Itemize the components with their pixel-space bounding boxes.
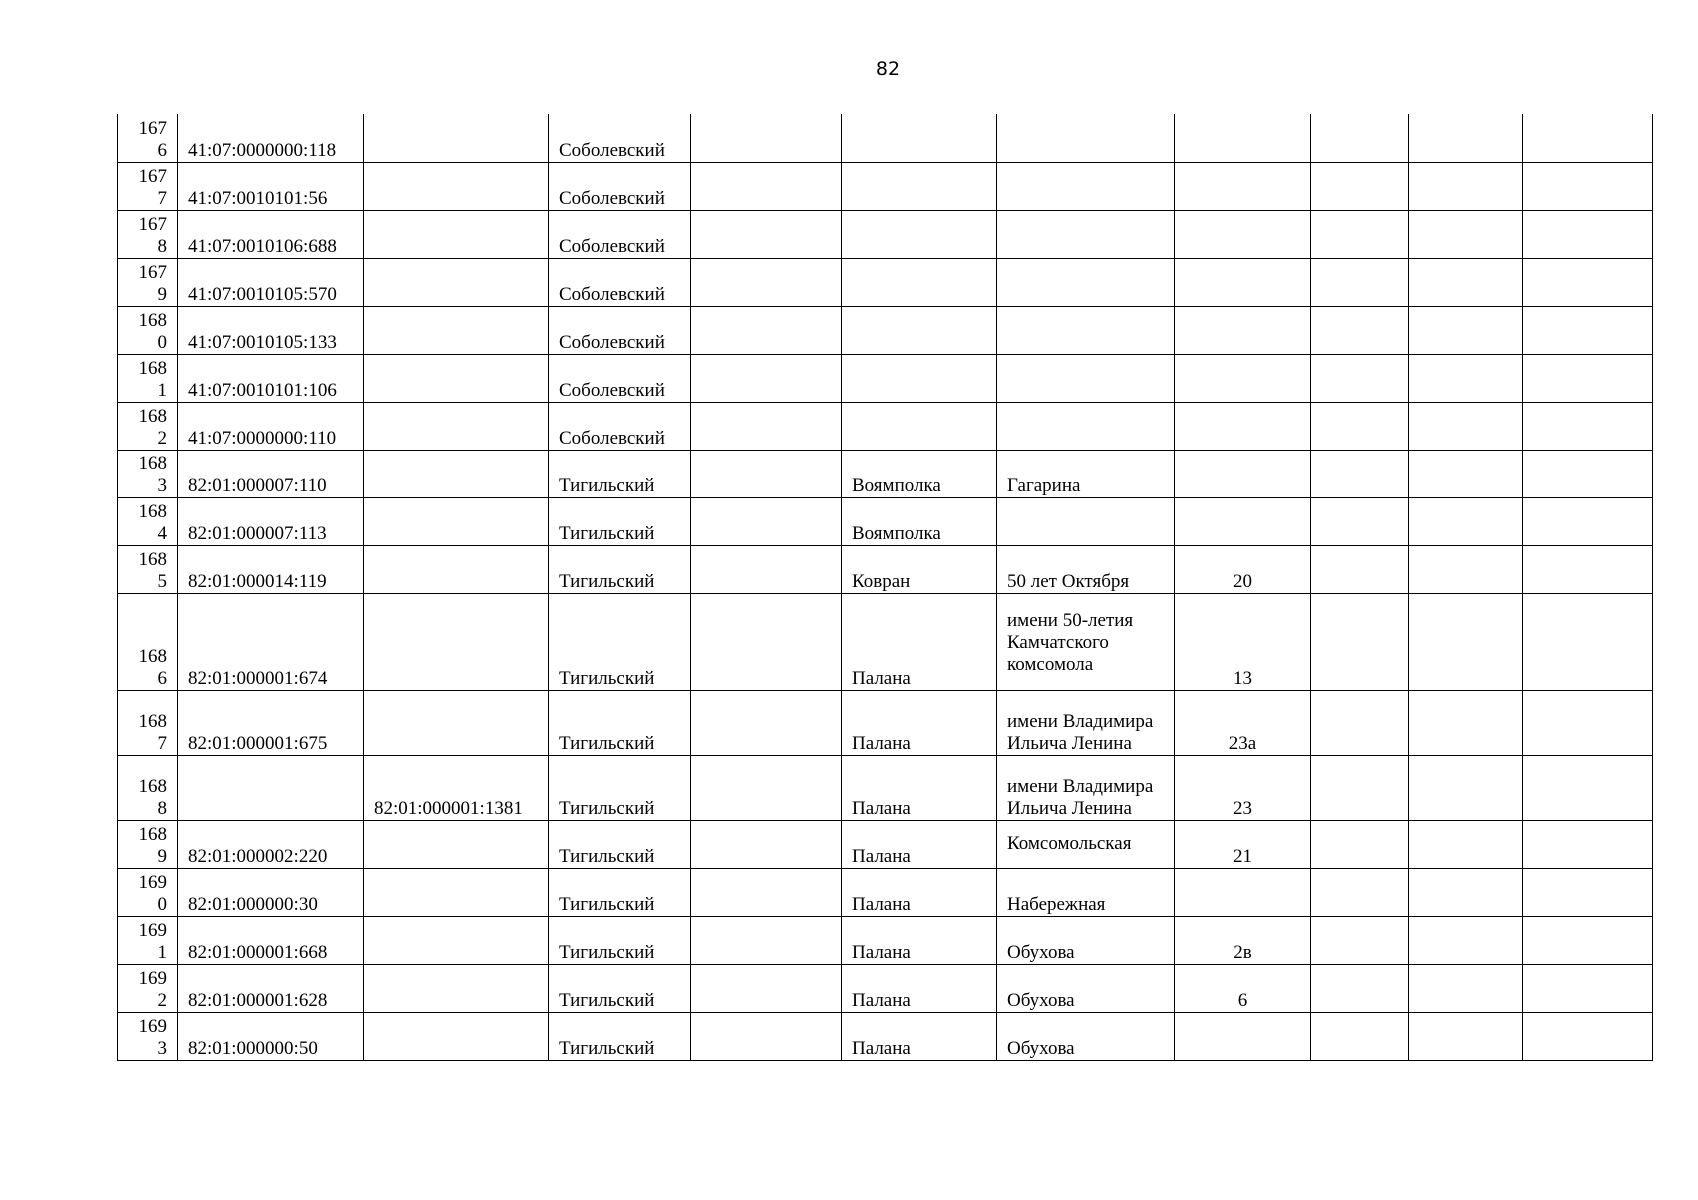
district-cell: Тигильский	[549, 755, 691, 820]
empty-cell	[691, 162, 842, 210]
district-cell: Соболевский	[549, 114, 691, 162]
building-cadastral-number-cell	[364, 210, 549, 258]
empty-cell	[1311, 162, 1409, 210]
row-number-part: 167	[138, 261, 167, 283]
street-cell	[997, 868, 1175, 916]
district-cell: Соболевский	[549, 354, 691, 402]
locality-cell: Палана	[842, 593, 997, 690]
empty-cell	[1523, 690, 1653, 755]
empty-cell	[1523, 1012, 1653, 1060]
row-number-part: 168	[138, 710, 167, 732]
street-cell	[997, 114, 1175, 162]
empty-cell	[1311, 690, 1409, 755]
empty-cell	[1409, 545, 1523, 593]
table-row	[118, 354, 1653, 402]
cadastral-number-cell: 82:01:000007:113	[178, 497, 364, 545]
cadastral-number-cell: 82:01:000007:110	[178, 450, 364, 497]
house-number-cell	[1175, 162, 1311, 210]
empty-cell	[1523, 306, 1653, 354]
empty-cell	[1409, 916, 1523, 964]
street-line: Ильича Ленина	[1007, 732, 1132, 754]
street-line: имени Владимира	[1007, 775, 1154, 797]
street-cell	[997, 755, 1175, 820]
house-number-cell: 6	[1175, 964, 1311, 1012]
street-line: имени Владимира	[1007, 710, 1154, 732]
building-cadastral-number-cell	[364, 1012, 549, 1060]
house-number-cell: 23а	[1175, 690, 1311, 755]
row-number-part: 1	[157, 379, 167, 401]
table-row	[118, 402, 1653, 450]
district-cell: Тигильский	[549, 593, 691, 690]
row-number-part: 169	[138, 1015, 167, 1037]
row-number-part: 7	[157, 187, 167, 209]
empty-cell	[691, 354, 842, 402]
street-line: Ильича Ленина	[1007, 797, 1132, 819]
row-number-part: 2	[157, 427, 167, 449]
house-number-cell: 13	[1175, 593, 1311, 690]
street-line: Обухова	[1007, 989, 1075, 1011]
row-number-cell	[118, 690, 178, 755]
empty-cell	[1523, 354, 1653, 402]
row-number-cell	[118, 820, 178, 868]
row-number-part: 8	[157, 797, 167, 819]
building-cadastral-number-cell	[364, 450, 549, 497]
house-number-cell: 2в	[1175, 916, 1311, 964]
building-cadastral-number-cell	[364, 306, 549, 354]
empty-cell	[1523, 593, 1653, 690]
cadastral-number-cell: 41:07:0000000:118	[178, 114, 364, 162]
locality-cell	[842, 162, 997, 210]
row-number-cell	[118, 258, 178, 306]
street-cell	[997, 497, 1175, 545]
street-cell	[997, 162, 1175, 210]
street-line: Комсомольская	[1007, 833, 1132, 854]
table-row	[118, 820, 1653, 868]
building-cadastral-number-cell	[364, 820, 549, 868]
table-row	[118, 868, 1653, 916]
registry-body	[118, 114, 1653, 1060]
row-number-part: 3	[157, 1037, 167, 1059]
empty-cell	[1409, 593, 1523, 690]
empty-cell	[1409, 1012, 1523, 1060]
empty-cell	[691, 964, 842, 1012]
street-line: Обухова	[1007, 1037, 1075, 1059]
building-cadastral-number-cell: 82:01:000001:1381	[364, 755, 549, 820]
row-number-cell	[118, 593, 178, 690]
street-cell	[997, 690, 1175, 755]
empty-cell	[1311, 593, 1409, 690]
empty-cell	[1311, 258, 1409, 306]
empty-cell	[1311, 497, 1409, 545]
empty-cell	[691, 497, 842, 545]
street-line: комсомола	[1007, 653, 1094, 675]
row-number-cell	[118, 1012, 178, 1060]
row-number-part: 168	[138, 452, 167, 474]
cadastral-number-cell: 82:01:000001:628	[178, 964, 364, 1012]
locality-cell	[842, 402, 997, 450]
row-number-part: 0	[157, 331, 167, 353]
cadastral-number-cell: 41:07:0010101:56	[178, 162, 364, 210]
street-line: имени 50-летия	[1007, 609, 1134, 631]
building-cadastral-number-cell	[364, 402, 549, 450]
street-cell	[997, 916, 1175, 964]
empty-cell	[691, 210, 842, 258]
row-number-part: 168	[138, 500, 167, 522]
cadastral-number-cell: 82:01:000002:220	[178, 820, 364, 868]
empty-cell	[1409, 114, 1523, 162]
row-number-part: 167	[138, 213, 167, 235]
row-number-cell	[118, 306, 178, 354]
building-cadastral-number-cell	[364, 162, 549, 210]
locality-cell: Палана	[842, 868, 997, 916]
row-number-part: 168	[138, 823, 167, 845]
locality-cell: Палана	[842, 820, 997, 868]
empty-cell	[691, 690, 842, 755]
empty-cell	[1311, 306, 1409, 354]
row-number-cell	[118, 162, 178, 210]
table-row	[118, 545, 1653, 593]
district-cell: Тигильский	[549, 1012, 691, 1060]
locality-cell	[842, 258, 997, 306]
empty-cell	[1409, 402, 1523, 450]
house-number-cell: 20	[1175, 545, 1311, 593]
table-row	[118, 964, 1653, 1012]
empty-cell	[691, 593, 842, 690]
row-number-part: 167	[138, 117, 167, 139]
building-cadastral-number-cell	[364, 593, 549, 690]
house-number-cell	[1175, 258, 1311, 306]
empty-cell	[1523, 450, 1653, 497]
row-number-part: 5	[157, 570, 167, 592]
district-cell: Тигильский	[549, 497, 691, 545]
row-number-part: 6	[157, 667, 167, 689]
street-cell	[997, 258, 1175, 306]
empty-cell	[1311, 820, 1409, 868]
house-number-cell	[1175, 450, 1311, 497]
row-number-part: 7	[157, 732, 167, 754]
street-line: Камчатского	[1007, 631, 1109, 653]
empty-cell	[691, 258, 842, 306]
table-row	[118, 497, 1653, 545]
cadastral-number-cell: 82:01:000001:674	[178, 593, 364, 690]
empty-cell	[1409, 690, 1523, 755]
row-number-part: 168	[138, 405, 167, 427]
cadastral-number-cell: 82:01:000014:119	[178, 545, 364, 593]
district-cell: Соболевский	[549, 210, 691, 258]
row-number-part: 168	[138, 645, 167, 667]
empty-cell	[691, 820, 842, 868]
row-number-cell	[118, 868, 178, 916]
locality-cell	[842, 114, 997, 162]
locality-cell	[842, 354, 997, 402]
locality-cell: Палана	[842, 755, 997, 820]
table-row	[118, 450, 1653, 497]
district-cell: Соболевский	[549, 306, 691, 354]
cadastral-number-cell: 41:07:0010105:570	[178, 258, 364, 306]
row-number-part: 167	[138, 165, 167, 187]
empty-cell	[1409, 162, 1523, 210]
empty-cell	[1523, 545, 1653, 593]
empty-cell	[1311, 755, 1409, 820]
empty-cell	[1409, 306, 1523, 354]
table-row	[118, 1012, 1653, 1060]
street-cell	[997, 593, 1175, 690]
row-number-part: 168	[138, 357, 167, 379]
empty-cell	[1409, 964, 1523, 1012]
row-number-cell	[118, 210, 178, 258]
district-cell: Тигильский	[549, 450, 691, 497]
table-row	[118, 916, 1653, 964]
empty-cell	[691, 755, 842, 820]
row-number-part: 168	[138, 548, 167, 570]
street-cell	[997, 402, 1175, 450]
district-cell: Соболевский	[549, 162, 691, 210]
house-number-cell	[1175, 210, 1311, 258]
empty-cell	[1523, 820, 1653, 868]
table-row	[118, 690, 1653, 755]
locality-cell: Ковран	[842, 545, 997, 593]
locality-cell	[842, 210, 997, 258]
locality-cell: Палана	[842, 690, 997, 755]
empty-cell	[1409, 210, 1523, 258]
empty-cell	[1523, 258, 1653, 306]
empty-cell	[691, 114, 842, 162]
empty-cell	[1523, 755, 1653, 820]
locality-cell	[842, 306, 997, 354]
row-number-cell	[118, 402, 178, 450]
building-cadastral-number-cell	[364, 354, 549, 402]
row-number-part: 9	[157, 283, 167, 305]
house-number-cell	[1175, 868, 1311, 916]
street-cell	[997, 210, 1175, 258]
table-row	[118, 593, 1653, 690]
district-cell: Соболевский	[549, 258, 691, 306]
empty-cell	[1311, 545, 1409, 593]
street-cell	[997, 450, 1175, 497]
row-number-cell	[118, 545, 178, 593]
table-row	[118, 114, 1653, 162]
street-cell	[997, 354, 1175, 402]
row-number-part: 168	[138, 775, 167, 797]
empty-cell	[1523, 916, 1653, 964]
cadastral-number-cell: 41:07:0010105:133	[178, 306, 364, 354]
row-number-part: 1	[157, 941, 167, 963]
table-row	[118, 210, 1653, 258]
building-cadastral-number-cell	[364, 868, 549, 916]
cadastral-number-cell: 41:07:0010106:688	[178, 210, 364, 258]
empty-cell	[1523, 497, 1653, 545]
street-line: Гагарина	[1007, 474, 1081, 496]
row-number-cell	[118, 916, 178, 964]
empty-cell	[1523, 210, 1653, 258]
empty-cell	[1409, 497, 1523, 545]
empty-cell	[1523, 402, 1653, 450]
table-row	[118, 162, 1653, 210]
empty-cell	[1523, 868, 1653, 916]
building-cadastral-number-cell	[364, 964, 549, 1012]
empty-cell	[691, 1012, 842, 1060]
empty-cell	[691, 868, 842, 916]
building-cadastral-number-cell	[364, 690, 549, 755]
row-number-part: 8	[157, 235, 167, 257]
building-cadastral-number-cell	[364, 916, 549, 964]
empty-cell	[1409, 755, 1523, 820]
row-number-cell	[118, 450, 178, 497]
empty-cell	[691, 402, 842, 450]
empty-cell	[1311, 1012, 1409, 1060]
empty-cell	[691, 306, 842, 354]
house-number-cell	[1175, 1012, 1311, 1060]
house-number-cell: 23	[1175, 755, 1311, 820]
page-number: 82	[875, 58, 901, 80]
empty-cell	[1409, 868, 1523, 916]
locality-cell: Палана	[842, 964, 997, 1012]
row-number-cell	[118, 114, 178, 162]
empty-cell	[1311, 916, 1409, 964]
row-number-part: 168	[138, 309, 167, 331]
row-number-part: 3	[157, 474, 167, 496]
building-cadastral-number-cell	[364, 258, 549, 306]
house-number-cell: 21	[1175, 820, 1311, 868]
locality-cell: Палана	[842, 1012, 997, 1060]
district-cell: Тигильский	[549, 545, 691, 593]
row-number-part: 9	[157, 845, 167, 867]
house-number-cell	[1175, 497, 1311, 545]
street-cell	[997, 964, 1175, 1012]
empty-cell	[1311, 964, 1409, 1012]
street-line: Набережная	[1007, 893, 1106, 915]
empty-cell	[1311, 114, 1409, 162]
building-cadastral-number-cell	[364, 497, 549, 545]
cadastral-number-cell: 41:07:0010101:106	[178, 354, 364, 402]
empty-cell	[691, 545, 842, 593]
empty-cell	[1523, 114, 1653, 162]
empty-cell	[1311, 354, 1409, 402]
street-cell	[997, 306, 1175, 354]
empty-cell	[1409, 258, 1523, 306]
house-number-cell	[1175, 354, 1311, 402]
empty-cell	[1311, 210, 1409, 258]
empty-cell	[1409, 820, 1523, 868]
cadastral-number-cell: 41:07:0000000:110	[178, 402, 364, 450]
building-cadastral-number-cell	[364, 545, 549, 593]
row-number-part: 6	[157, 139, 167, 161]
locality-cell: Воямполка	[842, 450, 997, 497]
house-number-cell	[1175, 306, 1311, 354]
street-line: 50 лет Октября	[1007, 570, 1130, 592]
empty-cell	[1409, 450, 1523, 497]
row-number-part: 4	[157, 522, 167, 544]
row-number-part: 0	[157, 893, 167, 915]
table-row	[118, 755, 1653, 820]
row-number-part: 2	[157, 989, 167, 1011]
row-number-cell	[118, 964, 178, 1012]
registry-table	[117, 114, 1653, 1061]
empty-cell	[1523, 964, 1653, 1012]
cadastral-number-cell	[178, 755, 364, 820]
row-number-cell	[118, 497, 178, 545]
district-cell: Тигильский	[549, 690, 691, 755]
cadastral-number-cell: 82:01:000000:50	[178, 1012, 364, 1060]
locality-cell: Воямполка	[842, 497, 997, 545]
table-row	[118, 306, 1653, 354]
empty-cell	[1523, 162, 1653, 210]
district-cell: Тигильский	[549, 868, 691, 916]
row-number-part: 169	[138, 871, 167, 893]
street-cell	[997, 545, 1175, 593]
row-number-part: 169	[138, 919, 167, 941]
district-cell: Тигильский	[549, 820, 691, 868]
cadastral-number-cell: 82:01:000000:30	[178, 868, 364, 916]
row-number-part: 169	[138, 967, 167, 989]
locality-cell: Палана	[842, 916, 997, 964]
building-cadastral-number-cell	[364, 114, 549, 162]
table-row	[118, 258, 1653, 306]
empty-cell	[691, 450, 842, 497]
street-cell	[997, 820, 1175, 868]
row-number-cell	[118, 755, 178, 820]
district-cell: Тигильский	[549, 964, 691, 1012]
district-cell: Тигильский	[549, 916, 691, 964]
cadastral-number-cell: 82:01:000001:675	[178, 690, 364, 755]
empty-cell	[1311, 868, 1409, 916]
empty-cell	[1311, 450, 1409, 497]
empty-cell	[1311, 402, 1409, 450]
empty-cell	[1409, 354, 1523, 402]
street-line: Обухова	[1007, 941, 1075, 963]
row-number-cell	[118, 354, 178, 402]
district-cell: Соболевский	[549, 402, 691, 450]
house-number-cell	[1175, 402, 1311, 450]
street-cell	[997, 1012, 1175, 1060]
cadastral-number-cell: 82:01:000001:668	[178, 916, 364, 964]
empty-cell	[691, 916, 842, 964]
house-number-cell	[1175, 114, 1311, 162]
